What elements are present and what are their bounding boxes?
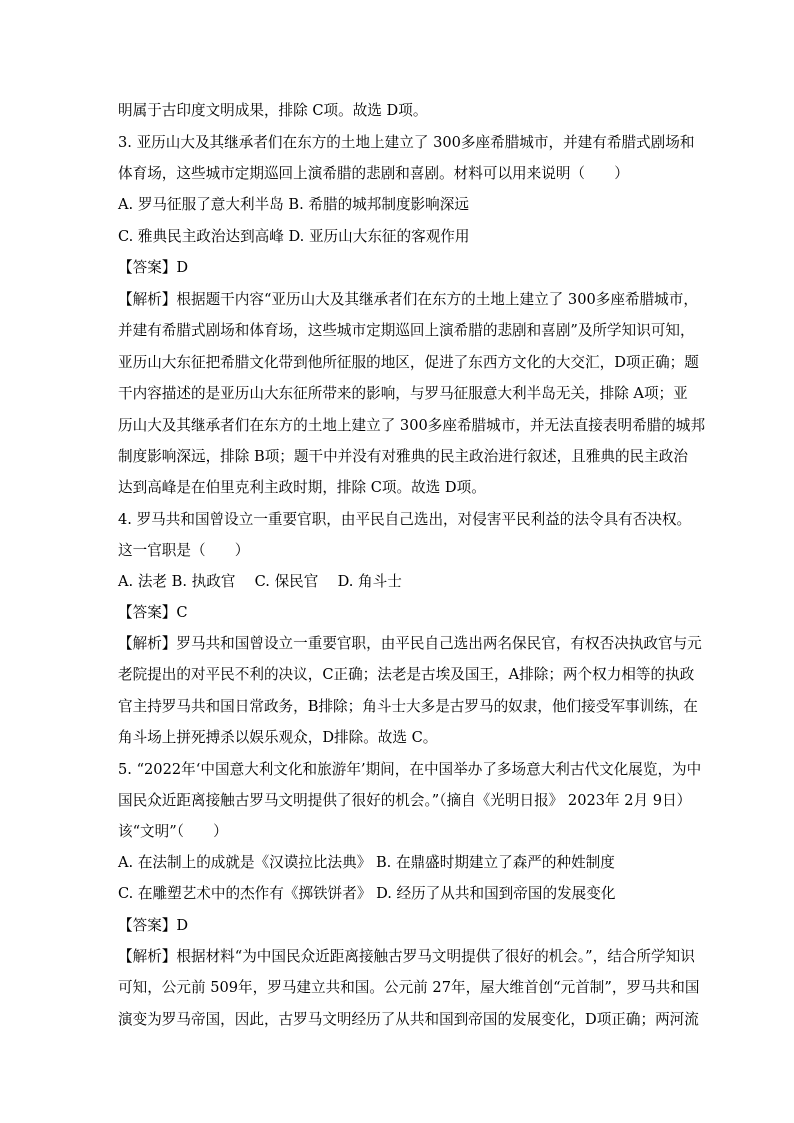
question-4-stem: 4. 罗马共和国曾设立一重要官职，由平民自己选出，对侵害平民利益的法令具有否决权。 [118,511,692,528]
text-line: 演变为罗马帝国，因此，古罗马文明经历了从共和国到帝国的发展变化，D项正确；两河流 [118,1011,699,1028]
question-3-options-cd: C. 雅典民主政治达到高峰 D. 亚历山大东征的客观作用 [118,228,470,245]
text-line: 并建有希腊式剧场和体育场，这些城市定期巡回上演希腊的悲剧和喜剧”及所学知识可知， [118,322,695,339]
answer-3: 【答案】D [118,259,189,276]
text-line: 国民众近距离接触古罗马文明提供了很好的机会。”（摘自《光明日报》 2023年 2月 9日） [118,792,692,809]
text-line: 制度影响深远，排除 B项；题干中并没有对雅典的民主政治进行叙述，且雅典的民主政治 [118,448,688,465]
text-line: 官主持罗马共和国日常政务，B排除；角斗士大多是古罗马的奴隶，他们接受军事训练，在 [118,698,698,715]
text-line: 达到高峰是在伯里克利主政时期，排除 C项。故选 D项。 [118,479,486,496]
question-3-stem: 3. 亚历山大及其继承者们在东方的土地上建立了 300多座希腊城市，并建有希腊式剧场和 [118,134,695,151]
answer-4: 【答案】C [118,604,188,621]
text-line: 明属于古印度文明成果，排除 C项。故选 D项。 [118,102,428,119]
question-5-options-cd: C. 在雕塑艺术中的杰作有《掷铁饼者》 D. 经历了从共和国到帝国的发展变化 [118,885,616,902]
question-4-options: A. 法老 B. 执政官 C. 保民官 D. 角斗士 [118,573,402,590]
analysis-3: 【解析】根据题干内容“亚历山大及其继承者们在东方的土地上建立了 300多座希腊城市， [118,291,698,308]
text-line: 角斗场上拼死搏杀以娱乐观众，D排除。故选 C。 [118,729,438,746]
text-line: 历山大及其继承者们在东方的土地上建立了 300多座希腊城市，并无法直接表明希腊的城邦 [118,417,706,434]
analysis-5: 【解析】根据材料“为中国民众近距离接触古罗马文明提供了很好的机会。”，结合所学知识 [118,948,695,965]
text-line: 体育场，这些城市定期巡回上演希腊的悲剧和喜剧。材料可以用来说明（ ） [118,165,629,182]
question-3-options-ab: A. 罗马征服了意大利半岛 B. 希腊的城邦制度影响深远 [118,196,469,213]
text-line: 这一官职是（ ） [118,542,250,559]
text-line: 亚历山大东征把希腊文化带到他所征服的地区，促进了东西方文化的大交汇，D项正确；题 [118,354,699,371]
text-line: 该“文明”（ ） [118,823,228,840]
answer-5: 【答案】D [118,917,189,934]
analysis-4: 【解析】罗马共和国曾设立一重要官职，由平民自己选出两名保民官，有权否决执政官与元 [118,635,702,652]
question-5-options-ab: A. 在法制上的成就是《汉谟拉比法典》 B. 在鼎盛时期建立了森严的种姓制度 [118,854,615,871]
text-line: 可知，公元前 509年，罗马建立共和国。公元前 27年，屋大维首创“元首制”，罗马共和国 [118,979,700,996]
text-line: 老院提出的对平民不利的决议，C正确；法老是古埃及国王，A排除；两个权力相等的执政 [118,666,695,683]
question-5-stem: 5. “2022年‘中国意大利文化和旅游年’期间，在中国举办了多场意大利古代文化展览，为中 [118,761,702,778]
text-line: 干内容描述的是亚历山大东征所带来的影响，与罗马征服意大利半岛无关，排除 A项；亚 [118,385,688,402]
